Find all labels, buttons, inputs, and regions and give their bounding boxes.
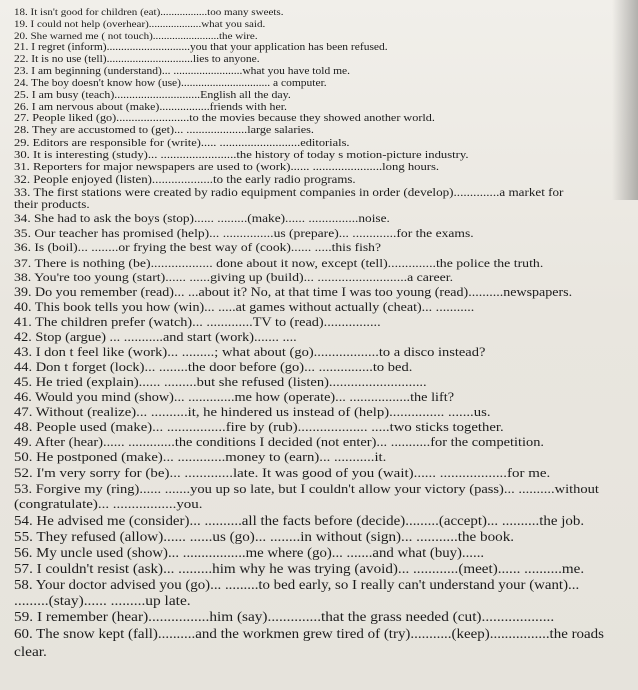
exercise-line: 50. He postponed (make)... .............money to (earn)... ...........it. (14, 450, 387, 464)
exercise-line: 23. I am beginning (understand)... ........................what you have told me. (14, 66, 350, 77)
exercise-line: 56. My uncle used (show)... .................me where (go)... .......and what (buy)...... (14, 545, 485, 560)
exercise-line: .........(stay)...... .........up late. (14, 593, 191, 608)
exercise-line: 37. There is nothing (be).................. done about it now, except (tell)..............the police the truth. (14, 256, 544, 270)
exercise-line: 24. The boy doesn't know how (use)............................... a computer. (14, 78, 327, 89)
exercise-line: 20. She warned me ( not touch)........................the wire. (14, 31, 258, 42)
exercise-line: 59. I remember (hear)................him (say)..............that the grass needed (cut)................... (14, 609, 555, 624)
exercise-line: 53. Forgive my (ring)...... .......you up so late, but I couldn't allow your victory (pass)... ..........without (14, 481, 599, 496)
exercise-line: 45. He tried (explain)...... .........but she refused (listen)........................... (14, 375, 427, 389)
exercise-line: 21. I regret (inform).............................you that your application has been refused. (14, 42, 388, 53)
exercise-line: 36. Is (boil)... ........or frying the best way of (cook)...... .....this fish? (14, 240, 381, 254)
exercise-line: 48. People used (make)... ................fire by (rub)................... .....two sticks together. (14, 420, 504, 434)
exercise-line: 58. Your doctor advised you (go)... .........to bed early, so I really can't understand your (want)... (14, 577, 580, 592)
exercise-line: 55. They refused (allow)...... ......us (go)... ........in without (sign)... ...........the book. (14, 529, 515, 544)
exercise-line: 42. Stop (argue) ... ...........and start (work)....... .... (14, 330, 297, 344)
exercise-line: 28. They are accustomed to (get)... ....................large salaries. (14, 125, 314, 136)
exercise-line: 57. I couldn't resist (ask)... .........him why he was trying (avoid)... ............(meet)...... ..........me. (14, 561, 585, 576)
exercise-line: 54. He advised me (consider)... ..........all the facts before (decide).........(accept)... ..........the job. (14, 513, 585, 528)
exercise-line: 38. You're too young (start)...... ......giving up (build)... ..........................a career. (14, 270, 454, 284)
exercise-line: 19. I could not help (overhear)...................what you said. (14, 19, 266, 30)
exercise-line: 26. I am nervous about (make).................friends with her. (14, 102, 287, 113)
exercise-line: 47. Without (realize)... ..........it, he hindered us instead of (help)............... .......us. (14, 405, 491, 419)
exercise-line: 41. The children prefer (watch)... .............TV to (read)................ (14, 315, 381, 329)
exercise-line: 34. She had to ask the boys (stop)...... .........(make)...... ...............noise. (14, 212, 390, 225)
exercise-line: clear. (14, 644, 47, 659)
exercise-line: 40. This book tells you how (win)... .....at games without actually (cheat)... ........... (14, 300, 475, 314)
exercise-line: their products. (14, 199, 90, 211)
exercise-line: 60. The snow kept (fall)..........and the workmen grew tired of (try)...........(keep)................the roads (14, 626, 604, 641)
exercise-line: 43. I don t feel like (work)... .........; what about (go)..................to a disco instead? (14, 345, 486, 359)
exercise-line: 30. It is interesting (study)... ........................the history of today s motion-picture industry. (14, 149, 469, 161)
exercise-line: 49. After (hear)...... .............the conditions I decided (not enter)... ...........for the competition. (14, 435, 544, 449)
exercise-line: 35. Our teacher has promised (help)... ...............us (prepare)... .............for the exams. (14, 226, 474, 240)
exercise-line: 39. Do you remember (read)... ...about it? No, at that time I was too young (read)..........newspapers. (14, 285, 573, 299)
exercise-line: 29. Editors are responsible for (write)..... ..........................editorials. (14, 137, 350, 149)
exercise-line: 18. It isn't good for children (eat).................too many sweets. (14, 7, 284, 18)
exercise-line: 27. People liked (go)........................to the movies because they showed another world. (14, 113, 435, 124)
exercise-line: 44. Don t forget (lock)... ........the door before (go)... ...............to bed. (14, 360, 413, 374)
exercise-line: 32. People enjoyed (listen)...................to the early radio programs. (14, 174, 356, 186)
exercise-line: 52. I'm very sorry for (be)... .............late. It was good of you (wait)...... ..................for me. (14, 465, 551, 480)
exercise-line: 22. It is no use (tell)..............................lies to anyone. (14, 54, 260, 65)
exercise-line: 46. Would you mind (show)... .............me how (operate)... .................the lift? (14, 390, 455, 404)
exercise-line: 33. The first stations were created by radio equipment companies in order (develop)..............a market for (14, 187, 564, 199)
exercise-line: (congratulate)... .................you. (14, 496, 203, 511)
exercise-line: 25. I am busy (teach).............................English all the day. (14, 90, 291, 101)
exercise-line: 31. Reporters for major newspapers are used to (work)...... ......................long hours. (14, 161, 440, 173)
